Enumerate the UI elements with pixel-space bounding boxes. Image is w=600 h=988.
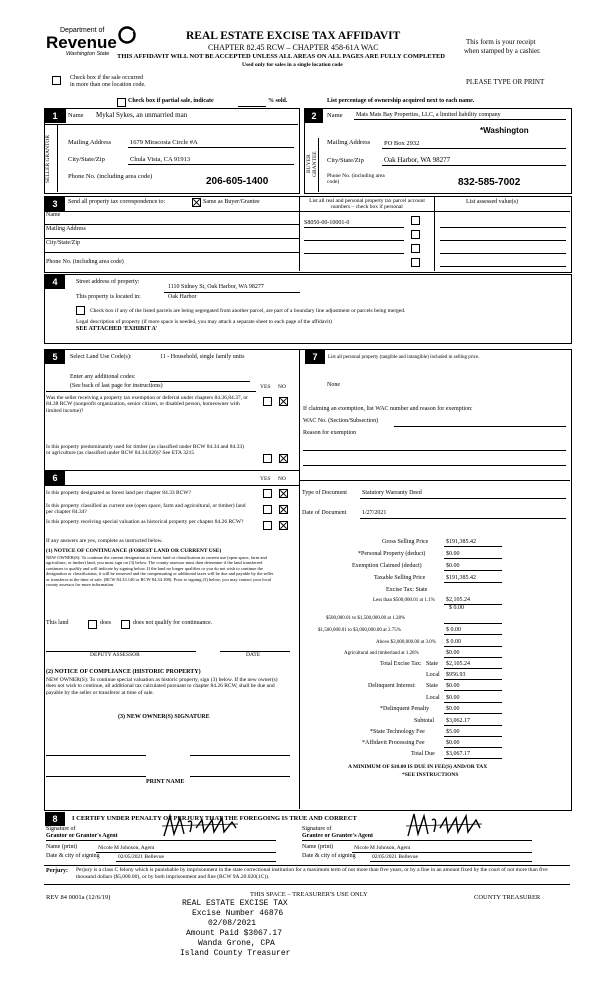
exemption-reason-label: Reason for exemption: [303, 430, 356, 436]
parcel-header: List all real and personal property tax parcel account numbers – check box if personal: [309, 198, 425, 211]
buyer-name-label: Name: [327, 112, 343, 119]
sec6-q2-yes[interactable]: [263, 505, 272, 514]
sec5-question-1: Was the seller receiving a property tax exemption or deferral under chapters 84.36,84.37, or 84.38 RCW (nonprofit organization, senior citizen, or disabled person, homeowner with limited income)?: [46, 395, 248, 414]
certify-statement: I CERTIFY UNDER PENALTY OF PERJURY THAT THE FOREGOING IS TRUE AND CORRECT: [72, 815, 357, 822]
county-treasurer-label: COUNTY TREASURER: [474, 894, 541, 901]
state-label: Washington State: [66, 51, 110, 57]
total-excise-label: Total Excise Tax:: [380, 661, 422, 667]
pct-sold-label: % sold.: [268, 98, 288, 104]
located-in: Oak Harbor: [168, 294, 197, 300]
seller-city: Chula Vista, CA 91913: [130, 156, 191, 163]
technology-fee: $5.00: [446, 729, 460, 735]
seller-phone: 206-605-1400: [206, 176, 269, 187]
buyer-grantee-side: BUYER GRANTEE: [306, 151, 318, 177]
street-address-label: Street address of property:: [76, 279, 140, 285]
grantee-agent-name: Nicole M Johnson, Agent: [354, 845, 411, 851]
affidavit-fee-label: *Affidavit Processing Fee: [362, 740, 425, 746]
sec6-q3-yes[interactable]: [263, 521, 272, 530]
legal-description-label: Legal description of property (if more space is needed, you may attach a separate sheet to each page of the affidavit): [76, 319, 332, 325]
assessed-header: List assessed value(s): [466, 199, 518, 205]
stamp-line-4: Amount Paid $3067.17: [186, 929, 283, 938]
exemption-claimed: $0.00: [446, 563, 460, 569]
gross-price-label: Gross Selling Price: [382, 539, 429, 545]
sec5-question-2: Is this property predominantly used for timber (as classified under RCW 84.34 and 84.33) or agriculture (as classified under RCW 84.34.020)? See ETA 3215: [46, 444, 245, 457]
deputy-assessor-label: DEPUTY ASSESSOR: [90, 652, 140, 658]
parcel-number: S8050-00-10001-0: [304, 220, 350, 226]
taxable-price: $191,385.42: [446, 575, 476, 581]
rate-5-label: Agricultural and timberland at 1.28%: [344, 651, 419, 656]
sec5-yes-header: YES: [260, 384, 271, 390]
subtotal: $3,062.17: [446, 718, 470, 724]
buyer-phone: 832-585-7002: [458, 177, 521, 188]
rate-1-value: $2,105.24: [446, 597, 470, 603]
sec6-question-2: Is this property classified as current use (open space, farm and agricultural, or timber) land per chapter 84.34?: [46, 503, 246, 516]
grantee-signature-mark: [404, 806, 484, 844]
subtotal-label: Subtotal: [414, 718, 435, 724]
pct-list-label: List percentage of ownership acquired next to each name.: [327, 98, 475, 104]
sec6-q1-no[interactable]: [279, 489, 288, 498]
correspondence-address-label: Mailing Address: [46, 226, 86, 232]
delinquent-state-label: State: [426, 683, 438, 689]
does-not-label: does not qualify for continuance.: [133, 620, 213, 626]
total-due-label: Total Due: [411, 751, 435, 757]
type-or-print: PLEASE TYPE OR PRINT: [466, 78, 545, 86]
grantee-name-print-label: Name (print): [302, 844, 334, 850]
document-type: Statutory Warranty Deed: [362, 490, 422, 496]
receipt-text-1: This form is your receipt: [466, 38, 536, 46]
buyer-address-label: Mailing Address: [327, 139, 371, 146]
multi-location-label-2: in more than one location code.: [70, 82, 146, 88]
revenue-logo-text: Revenue: [46, 33, 117, 52]
dept-label: Department of: [60, 27, 105, 34]
delinquent-interest-local: $0.00: [446, 695, 460, 701]
receipt-text-2: when stamped by a cashier.: [464, 47, 541, 55]
seller-name: Mykal Sykes, an unmarried man: [96, 111, 188, 119]
grantee-agent-label: Grantee or Grantee's Agent: [302, 833, 374, 839]
excise-tax-state-label: Excise Tax: State: [386, 587, 428, 593]
exemption-label: If claiming an exemption, list WAC number and reason for exemption:: [303, 406, 473, 412]
if-any-yes-label: If any answers are yes, complete as instructed below.: [46, 538, 163, 544]
additional-codes-label: Enter any additional codes:: [70, 374, 136, 380]
legal-description-value: SEE ATTACHED 'EXHIBIT A': [76, 326, 158, 332]
land-does-checkbox[interactable]: [88, 620, 97, 629]
document-type-label: Type of Document: [302, 490, 347, 496]
print-name-label: PRINT NAME: [146, 779, 185, 785]
partial-sale-label: Check box if partial sale, indicate: [128, 98, 214, 104]
sec6-q1-yes[interactable]: [263, 489, 272, 498]
form-chapter: CHAPTER 82.45 RCW – CHAPTER 458-61A WAC: [208, 43, 379, 52]
parcel-personal-checkbox-4[interactable]: [411, 258, 420, 267]
buyer-note: *Washington: [480, 126, 529, 135]
rate-4-label: Above $3,000,000.00 at 3.0%: [376, 640, 436, 645]
personal-property-deduct-label: *Personal Property (deduct): [358, 551, 426, 557]
treasurer-use-label: THIS SPACE – TREASURER'S USE ONLY: [250, 891, 368, 898]
sec5-no-header: NO: [278, 384, 286, 390]
buyer-city-label: City/State/Zip: [327, 157, 364, 164]
form-title: REAL ESTATE EXCISE TAX AFFIDAVIT: [186, 30, 401, 42]
new-owner-signature-label: (3) NEW OWNER(S) SIGNATURE: [118, 714, 210, 720]
rate-1b-value: $ 0.00: [449, 605, 464, 611]
total-excise-local-label: Local: [426, 672, 440, 678]
section-3-number: 3: [45, 197, 65, 211]
section-6-number: 6: [45, 471, 65, 485]
document-date-label: Date of Document: [302, 510, 347, 516]
total-excise-state-label: State: [426, 661, 438, 667]
buyer-address: PO Box 2932: [384, 140, 420, 147]
section-7-number: 7: [305, 350, 325, 364]
stamp-line-2: Excise Number 46876: [192, 909, 284, 918]
grantor-agent-label: Grantor or Grantor's Agent: [46, 833, 118, 839]
grantor-date-city-label: Date & city of signing: [46, 853, 100, 859]
grantor-name-print-label: Name (print): [46, 844, 78, 850]
section-8-number: 8: [45, 812, 65, 826]
located-in-label: This property is located in:: [76, 294, 141, 300]
seller-name-label: Name: [68, 112, 84, 119]
land-use-value: 11 - Household, single family units: [160, 354, 245, 360]
segregated-label: Check box if any of the listed parcels are being segregated from another parcel, are part of a boundary line adjustment or parcels being merged.: [90, 308, 406, 314]
sec6-question-3: Is this property receiving special valuation as historical property per chapter 84.26 RCW?: [46, 519, 244, 525]
correspondence-name-label: Name: [46, 212, 61, 218]
taxable-price-label: Taxable Selling Price: [374, 575, 426, 581]
personal-property-deduct: $0.00: [446, 551, 460, 557]
send-correspondence-label: Send all property tax correspondence to:: [68, 199, 166, 205]
buyer-phone-label: Phone No. (including area code): [327, 173, 385, 186]
exemption-claimed-label: Exemption Claimed (deduct): [352, 563, 422, 569]
parcel-personal-checkbox-1[interactable]: [411, 216, 420, 225]
does-label: does: [100, 620, 111, 626]
land-does-not-checkbox[interactable]: [121, 620, 130, 629]
grantee-date-city: 02/05/2021 Bellevue: [372, 854, 418, 860]
same-as-buyer-label: Same as Buyer/Grantee: [203, 199, 260, 205]
multi-location-label-1: Check box if the sale occurred: [70, 75, 144, 81]
multi-location-checkbox[interactable]: [52, 76, 61, 85]
delinquent-penalty: $0.00: [446, 706, 460, 712]
deputy-date-label: DATE: [246, 652, 261, 658]
notice-2-heading: (2) NOTICE OF COMPLIANCE (HISTORIC PROPERTY): [46, 669, 201, 675]
revenue-logo-icon: [118, 26, 136, 44]
minimum-due-note: A MINIMUM OF $10.00 IS DUE IN FEE(S) AND/OR TAX: [348, 764, 488, 770]
technology-fee-label: *State Technology Fee: [370, 729, 425, 735]
rate-3-label: $1,500,000.01 to $3,000,000.00 at 2.75%: [318, 628, 401, 633]
stamp-line-3: 02/08/2021: [208, 919, 257, 928]
same-as-buyer-checkbox[interactable]: [192, 198, 201, 207]
seller-city-label: City/State/Zip: [68, 156, 105, 163]
sec6-question-1: Is this property designated as forest land per chapter 84.33 RCW?: [46, 490, 191, 496]
stamp-line-5: Wanda Grone, CPA: [198, 939, 275, 948]
section-2-number: 2: [305, 109, 323, 123]
buyer-name: Mats Mats Bay Properties, LLC, a limited liability company: [356, 112, 501, 118]
sec5-q1-no[interactable]: [279, 397, 288, 406]
delinquent-interest-label: Delinquent Interest:: [368, 683, 416, 689]
correspondence-city-label: City/State/Zip: [46, 240, 80, 246]
rate-5-value: $0.00: [446, 650, 460, 656]
street-address: 1110 Sidney St, Oak Harbor, WA 98277: [168, 284, 264, 290]
single-location-text: Used only for sales in a single location code: [242, 62, 343, 68]
grantee-signature-of: Signature of: [302, 826, 332, 832]
buyer-city: Oak Harbor, WA 98277: [384, 156, 451, 164]
personal-property-heading: List all personal property (tangible and intangible) included in selling price.: [328, 355, 480, 360]
total-excise-local: $956.93: [446, 672, 466, 678]
delinquent-local-label: Local: [426, 695, 440, 701]
rate-1-label: Less than $500,000.01 at 1.1%: [373, 598, 435, 603]
grantor-agent-name: Nicole M Johnson, Agent: [98, 845, 155, 851]
additional-codes-note: (See back of last page for instructions): [70, 383, 163, 389]
segregated-checkbox[interactable]: [76, 306, 85, 315]
notice-2-text: NEW OWNER(S): To continue special valuation as historic property, sign (3) below. If the new owner(s) does not wish to continue, all additional tax calculated pursuant to chapter 84.26 RCW, shall be due and payable by the seller or transferor at time of sale.: [46, 677, 278, 696]
section-4-number: 4: [45, 275, 65, 289]
wac-number-label: WAC No. (Section/Subsection): [303, 418, 379, 424]
rate-2-label: $500,000.01 to $1,500,000.00 at 1.28%: [326, 616, 406, 621]
seller-address: 1679 Miracosta Circle #A: [130, 139, 198, 146]
grantee-date-city-label: Date & city of signing: [302, 853, 356, 859]
affidavit-fee: $0.00: [446, 740, 460, 746]
seller-address-label: Mailing Address: [68, 139, 112, 146]
parcel-personal-checkbox-2[interactable]: [411, 230, 420, 239]
delinquent-penalty-label: *Delinquent Penalty: [380, 706, 430, 712]
this-land-label: This land: [46, 620, 69, 626]
seller-grantor-side: SELLER GRANTOR: [45, 134, 51, 184]
perjury-label: Perjury:: [46, 868, 68, 874]
stamp-line-1: REAL ESTATE EXCISE TAX: [182, 899, 288, 908]
sec6-no-header: NO: [278, 476, 286, 482]
document-date: 1/27/2021: [362, 510, 387, 516]
notice-1-heading: (1) NOTICE OF CONTINUANCE (FOREST LAND OR CURRENT USE): [46, 548, 222, 554]
sec5-q2-yes[interactable]: [263, 454, 272, 463]
see-instructions: *SEE INSTRUCTIONS: [402, 772, 459, 778]
land-use-label: Select Land Use Code(s):: [70, 354, 132, 360]
notice-1-text: NEW OWNER(S): To continue the current designation as forest land or classification as current use (open space, farm and agriculture, or timber) land, you must sign on (3) below. The county assessor must then determine if the land transferred continues to qualify and will indicate by signing below. If the land no longer qualifies or you do not wish to continue the designation or classification, it will be removed and the compensating or additional taxes will be due and payable by the seller or transferor at the time of sale. (RCW 84.33.140 or RCW 84.34.108). Prior to signing (3) below, you may contact your local county assessor for more information.: [46, 555, 274, 588]
form-revision: REV 84 0001a (12/6/19): [46, 894, 111, 901]
sec6-q3-no[interactable]: [279, 521, 288, 530]
delinquent-interest-state: $0.00: [446, 683, 460, 689]
total-excise-state: $2,105.24: [446, 661, 470, 667]
personal-property-value: None: [327, 382, 340, 388]
total-due: $3,067.17: [446, 751, 470, 757]
grantor-signature-mark: [160, 808, 240, 844]
parcel-personal-checkbox-3[interactable]: [411, 244, 420, 253]
grantor-date-city: 02/05/2021 Bellevue: [118, 854, 164, 860]
sec5-q1-yes[interactable]: [263, 397, 272, 406]
rate-4-value: $ 0.00: [446, 639, 461, 645]
seller-phone-label: Phone No. (including area code): [68, 173, 153, 180]
partial-sale-checkbox[interactable]: [117, 98, 126, 107]
perjury-text: Perjury is a class C felony which is punishable by imprisonment in the state correctional institution for a maximum term of not more than five years, or by a fine in an amount fixed by the court of not more than five thousand dollars ($5,000.00), or by both imprisonment and fine (RCW 9A.20.020(1C)).: [76, 867, 548, 880]
warning-text: THIS AFFIDAVIT WILL NOT BE ACCEPTED UNLESS ALL AREAS ON ALL PAGES ARE FULLY COMPLETED: [117, 53, 445, 60]
sec6-q2-no[interactable]: [279, 505, 288, 514]
section-5-number: 5: [45, 350, 65, 364]
gross-price: $191,385.42: [446, 539, 476, 545]
sec5-q2-no[interactable]: [279, 454, 288, 463]
section-1-number: 1: [45, 109, 65, 123]
grantor-signature-of: Signature of: [46, 826, 76, 832]
correspondence-phone-label: Phone No. (including area code): [46, 259, 124, 265]
rate-3-value: $ 0.00: [446, 627, 461, 633]
sec6-yes-header: YES: [260, 476, 271, 482]
stamp-line-6: Island County Treasurer: [180, 949, 291, 958]
